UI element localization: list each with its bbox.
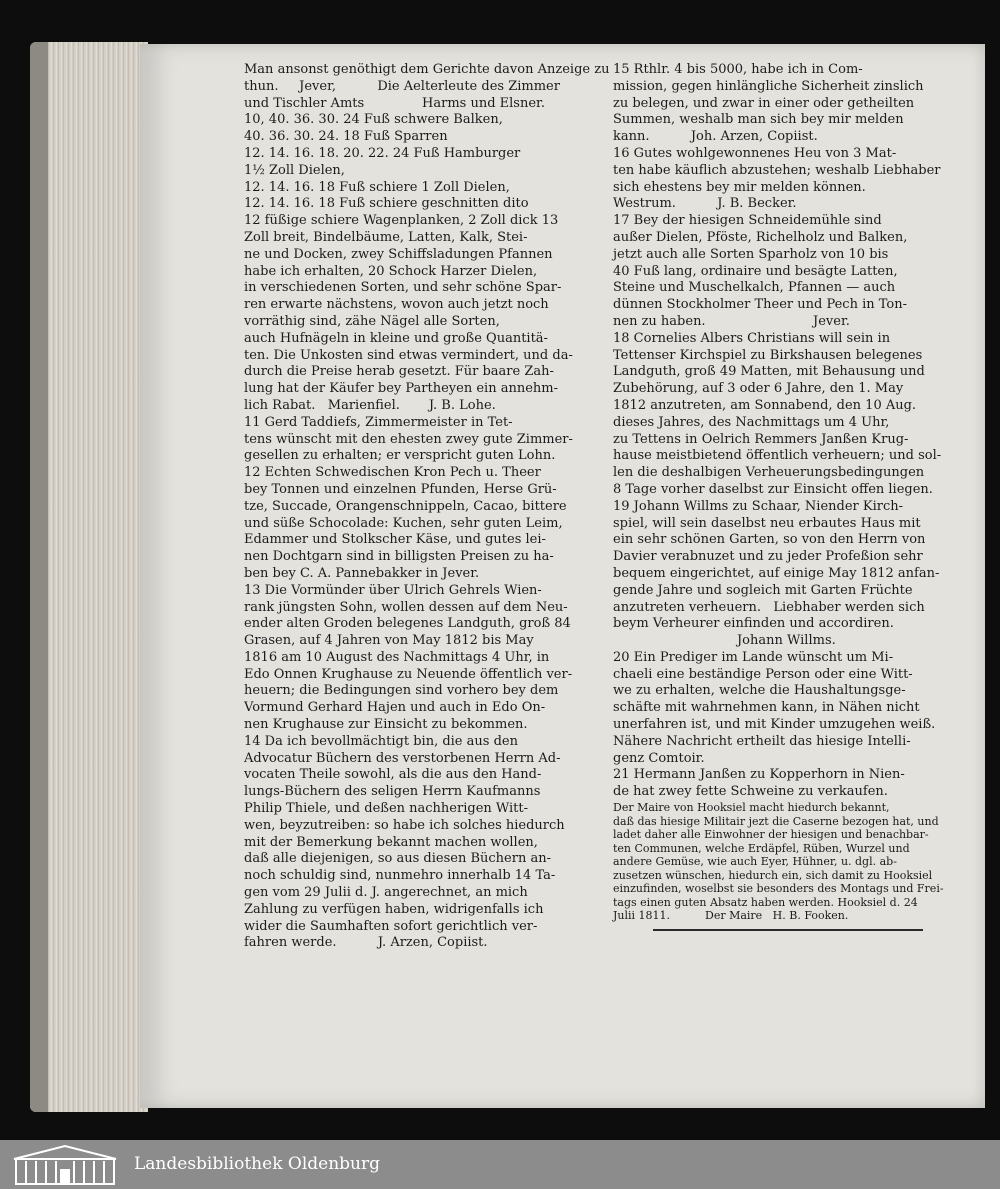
text-line: de hat zwey fette Schweine zu verkaufen. bbox=[613, 784, 888, 800]
text-line: Advocatur Büchern des verstorbenen Herrn Ad- bbox=[244, 750, 561, 766]
text-line: in verschiedenen Sorten, und sehr schöne Spar- bbox=[244, 280, 562, 296]
text-line: fahren werde. J. Arzen, Copiist. bbox=[244, 935, 488, 951]
text-line: spiel, will sein daselbst neu erbautes Haus mit bbox=[613, 515, 921, 531]
text-line: Man ansonst genöthigt dem Gerichte davon Anzeige zu bbox=[244, 62, 610, 77]
text-line: auch Hufnägeln in kleine und große Quantitä- bbox=[244, 330, 548, 346]
text-line: ben bey C. A. Pannebakker in Jever. bbox=[244, 565, 480, 581]
library-name[interactable]: Landesbibliothek Oldenburg bbox=[134, 1154, 381, 1174]
text-line: Landguth, groß 49 Matten, mit Behausung und bbox=[613, 364, 925, 380]
text-line: Zoll breit, Bindelbäume, Latten, Kalk, Stei- bbox=[244, 229, 528, 245]
text-line: wen, beyzutreiben: so habe ich solches hiedurch bbox=[244, 817, 565, 833]
text-line: noch schuldig sind, nunmehro innerhalb 14 Ta- bbox=[244, 868, 556, 884]
text-line: 21 Hermann Janßen zu Kopperhorn in Nien- bbox=[613, 767, 905, 783]
text-line: andere Gemüse, wie auch Eyer, Hühner, u. dgl. ab- bbox=[613, 855, 897, 869]
text-line: ein sehr schönen Garten, so von den Herrn von bbox=[613, 532, 926, 548]
text-line: außer Dielen, Pföste, Richelholz und Balken, bbox=[613, 229, 908, 245]
text-line: sich ehestens bey mir melden können. bbox=[613, 179, 866, 195]
text-line: ne und Docken, zwey Schiffsladungen Pfannen bbox=[244, 246, 553, 262]
text-line: zusetzen wünschen, hiedurch ein, sich damit zu Hooksiel bbox=[613, 868, 933, 882]
text-line: daß das hiesige Militair jezt die Caserne bezogen hat, und bbox=[613, 814, 939, 828]
text-line: durch die Preise herab gesetzt. Für baare Zah- bbox=[244, 364, 554, 380]
text-line: genz Comtoir. bbox=[613, 750, 705, 766]
text-line: Grasen, auf 4 Jahren von May 1812 bis May bbox=[244, 633, 534, 649]
library-building-logo-icon bbox=[8, 1143, 122, 1186]
text-line: Vormund Gerhard Hajen und auch in Edo On- bbox=[244, 700, 546, 716]
text-line: ten Communen, welche Erdäpfel, Rüben, Wurzel und bbox=[613, 841, 910, 855]
text-line: lung hat der Käufer bey Partheyen ein annehm- bbox=[244, 381, 558, 397]
text-line: unerfahren ist, und mit Kinder umzugehen weiß. bbox=[613, 717, 936, 733]
footer-bar bbox=[0, 1140, 1000, 1189]
text-line: Zubehörung, auf 3 oder 6 Jahre, den 1. May bbox=[613, 381, 904, 397]
text-line: thun. Jever, Die Aelterleute des Zimmer bbox=[244, 78, 560, 94]
text-line: len die deshalbigen Verheuerungsbedingungen bbox=[613, 465, 925, 481]
text-line: 14 Da ich bevollmächtigt bin, die aus den bbox=[244, 733, 518, 749]
text-line: 1816 am 10 August des Nachmittags 4 Uhr, in bbox=[244, 649, 550, 665]
text-line: Westrum. J. B. Becker. bbox=[613, 196, 797, 212]
text-line: lungs-Büchern des seligen Herrn Kaufmanns bbox=[244, 784, 541, 800]
text-line: beym Verheurer einfinden und accordiren. bbox=[613, 616, 894, 632]
text-line: Edo Onnen Krughause zu Neuende öffentlich ver- bbox=[244, 666, 573, 682]
text-line: gende Jahre und sogleich mit Garten Früchte bbox=[613, 582, 913, 598]
maire-notice bbox=[613, 801, 963, 923]
text-line: und Tischler Amts Harms und Elsner. bbox=[244, 95, 545, 111]
text-line: 12 füßige schiere Wagenplanken, 2 Zoll dick 13 bbox=[244, 213, 559, 229]
text-line: 12. 14. 16. 18 Fuß schiere 1 Zoll Dielen, bbox=[244, 179, 510, 195]
text-line: ladet daher alle Einwohner der hiesigen und benachbar- bbox=[613, 828, 929, 842]
text-line: Summen, weshalb man sich bey mir melden bbox=[613, 112, 904, 128]
text-line: tags einen guten Absatz haben werden. Hooksiel d. 24 bbox=[613, 895, 918, 909]
text-line: Der Maire von Hooksiel macht hiedurch bekannt, bbox=[613, 801, 890, 815]
text-line: anzutreten verheuern. Liebhaber werden sich bbox=[613, 599, 925, 615]
text-line: ten habe käuflich abzustehen; weshalb Liebhaber bbox=[613, 162, 941, 178]
text-line: gen vom 29 Julii d. J. angerechnet, an mich bbox=[244, 885, 528, 901]
text-line: tens wünscht mit den ehesten zwey gute Zimmer- bbox=[244, 431, 573, 447]
text-line: bequem eingerichtet, auf einige May 1812 anfan- bbox=[613, 565, 940, 581]
text-line: 40 Fuß lang, ordinaire und besägte Latten, bbox=[613, 263, 898, 279]
text-line: wider die Saumhaften sofort gerichtlich ver- bbox=[244, 918, 538, 934]
text-line: und süße Schocolade: Kuchen, sehr guten Leim, bbox=[244, 515, 563, 531]
text-line: habe ich erhalten, 20 Schock Harzer Dielen, bbox=[244, 263, 538, 279]
text-line: lich Rabat. Marienfiel. J. B. Lohe. bbox=[244, 397, 496, 413]
text-line: rank jüngsten Sohn, wollen dessen auf dem Neu- bbox=[244, 599, 568, 615]
text-line: 15 Rthlr. 4 bis 5000, habe ich in Com- bbox=[613, 62, 863, 77]
text-line: nen Dochtgarn sind in billigsten Preisen zu ha- bbox=[244, 549, 554, 565]
text-line: chaeli eine beständige Person oder eine Witt- bbox=[613, 666, 913, 682]
text-line: zu belegen, und zwar in einer oder getheilten bbox=[613, 95, 915, 111]
text-line: 12 Echten Schwedischen Kron Pech u. Theer bbox=[244, 465, 541, 481]
text-line: Tettenser Kirchspiel zu Birkshausen belegenes bbox=[613, 347, 923, 363]
text-line: ren erwarte nächstens, wovon auch jetzt noch bbox=[244, 297, 549, 313]
text-line: we zu erhalten, welche die Haushaltungsge- bbox=[613, 683, 906, 699]
text-line: 12. 14. 16. 18 Fuß schiere geschnitten dito bbox=[244, 196, 529, 212]
text-line: schäfte mit wahrnehmen kann, in Nähen nicht bbox=[613, 700, 920, 716]
text-line: Johann Willms. bbox=[613, 633, 836, 649]
text-line: nen zu haben. Jever. bbox=[613, 313, 850, 329]
text-line: Steine und Muschelkalch, Pfannen — auch bbox=[613, 280, 896, 296]
end-rule bbox=[653, 929, 923, 931]
text-line: heuern; die Bedingungen sind vorhero bey dem bbox=[244, 683, 559, 699]
text-line: jetzt auch alle Sorten Sparholz von 10 bis bbox=[613, 246, 889, 262]
right-column bbox=[613, 62, 963, 931]
text-line: vorräthig sind, zähe Nägel alle Sorten, bbox=[244, 313, 500, 329]
text-line: gesellen zu erhalten; er verspricht guten Lohn. bbox=[244, 448, 556, 464]
text-line: ten. Die Unkosten sind etwas vermindert, und da- bbox=[244, 347, 573, 363]
text-line: dünnen Stockholmer Theer und Pech in Ton- bbox=[613, 297, 908, 313]
text-line: 1812 anzutreten, am Sonnabend, den 10 Aug. bbox=[613, 397, 917, 413]
text-line: 10, 40. 36. 30. 24 Fuß schwere Balken, bbox=[244, 112, 503, 128]
text-line: kann. Joh. Arzen, Copiist. bbox=[613, 129, 818, 145]
text-line: Davier verabnuzet und zu jeder Profeßion sehr bbox=[613, 549, 923, 565]
text-line: vocaten Theile sowohl, als die aus den Hand- bbox=[244, 767, 542, 783]
text-line: dieses Jahres, des Nachmittags um 4 Uhr, bbox=[613, 414, 890, 430]
text-line: 18 Cornelies Albers Christians will sein in bbox=[613, 330, 891, 346]
text-line: ender alten Groden belegenes Landguth, groß 84 bbox=[244, 616, 571, 632]
text-line: Julii 1811. Der Maire H. B. Fooken. bbox=[613, 909, 849, 923]
text-line: Edammer und Stolkscher Käse, und gutes lei- bbox=[244, 532, 546, 548]
text-line: 20 Ein Prediger im Lande wünscht um Mi- bbox=[613, 649, 894, 665]
text-line: 11 Gerd Taddiefs, Zimmermeister in Tet- bbox=[244, 414, 513, 430]
text-line: bey Tonnen und einzelnen Pfunden, Herse Grü- bbox=[244, 481, 557, 497]
text-line: 40. 36. 30. 24. 18 Fuß Sparren bbox=[244, 129, 448, 145]
text-line: 1½ Zoll Dielen, bbox=[244, 162, 345, 178]
text-line: mit der Bemerkung bekannt machen wollen, bbox=[244, 834, 538, 850]
text-line: 8 Tage vorher daselbst zur Einsicht offen liegen. bbox=[613, 481, 933, 497]
text-line: 19 Johann Willms zu Schaar, Niender Kirch- bbox=[613, 498, 904, 514]
right-column-main-text bbox=[613, 62, 963, 801]
text-line: daß alle diejenigen, so aus diesen Büchern an- bbox=[244, 851, 551, 867]
text-line: nen Krughause zur Einsicht zu bekommen. bbox=[244, 717, 528, 733]
text-line: Philip Thiele, und deßen nachherigen Witt- bbox=[244, 801, 529, 817]
text-line: Nähere Nachricht ertheilt das hiesige Intelli- bbox=[613, 733, 911, 749]
left-column bbox=[244, 62, 610, 952]
text-line: mission, gegen hinlängliche Sicherheit zinslich bbox=[613, 78, 924, 94]
text-line: 13 Die Vormünder über Ulrich Gehrels Wien- bbox=[244, 582, 542, 598]
text-line: 17 Bey der hiesigen Schneidemühle sind bbox=[613, 213, 882, 229]
book-cover-edge bbox=[30, 42, 48, 1112]
text-line: tze, Succade, Orangenschnippeln, Cacao, bittere bbox=[244, 498, 567, 514]
text-line: 12. 14. 16. 18. 20. 22. 24 Fuß Hamburger bbox=[244, 145, 521, 161]
text-line: 16 Gutes wohlgewonnenes Heu von 3 Mat- bbox=[613, 145, 897, 161]
text-line: Zahlung zu verfügen haben, widrigenfalls ich bbox=[244, 901, 544, 917]
text-line: hause meistbietend öffentlich verheuern; und sol- bbox=[613, 448, 942, 464]
text-line: zu Tettens in Oelrich Remmers Janßen Krug- bbox=[613, 431, 909, 447]
text-line: einzufinden, woselbst sie besonders des Montags und Frei- bbox=[613, 882, 944, 896]
